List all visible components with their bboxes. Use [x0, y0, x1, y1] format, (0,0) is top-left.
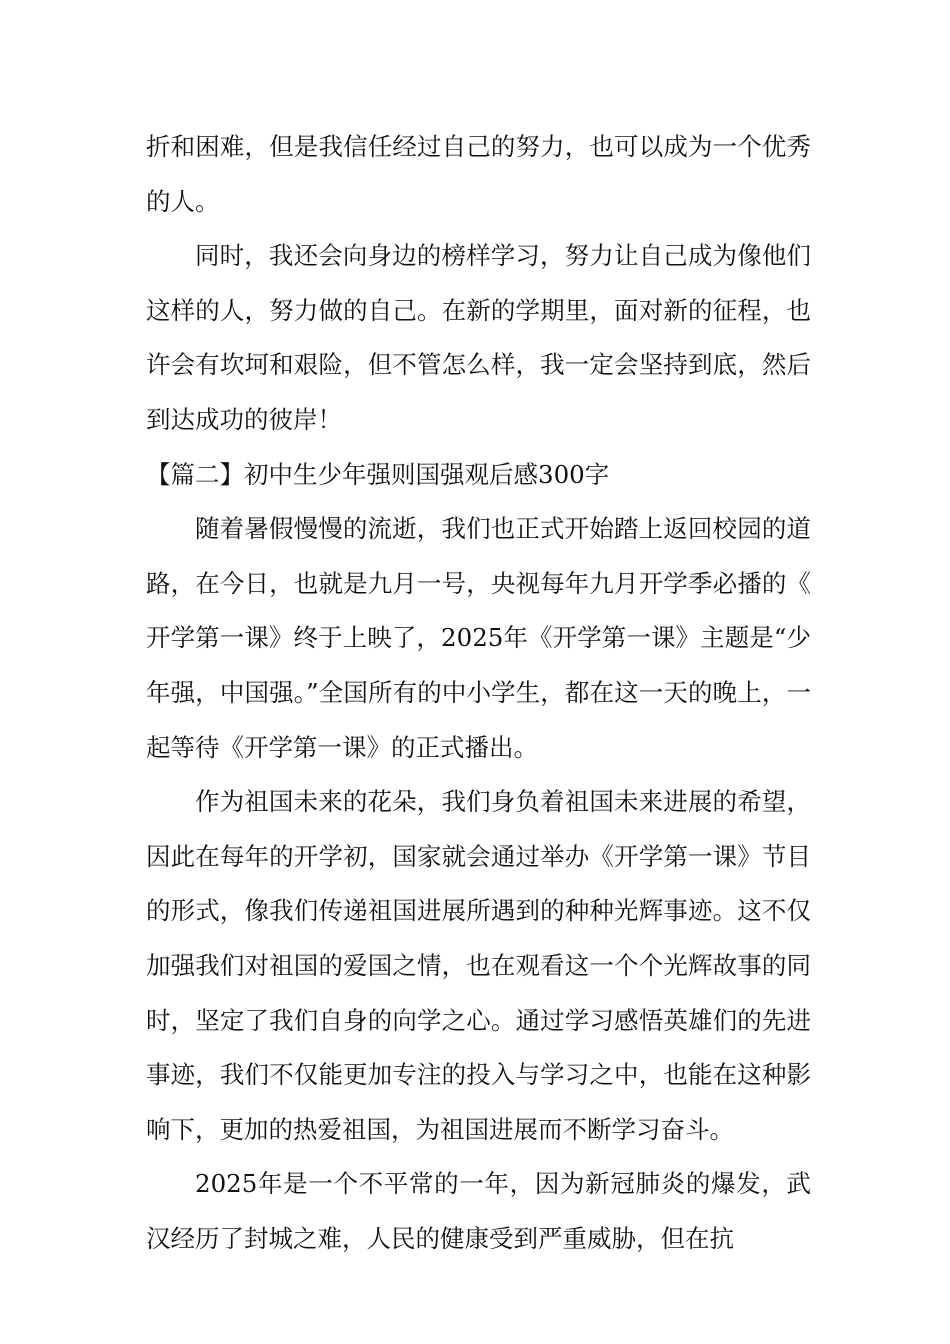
paragraph-continued: 折和困难，但是我信任经过自己的努力，也可以成为一个优秀的人。 — [146, 132, 811, 216]
document-page — [146, 120, 811, 1266]
paragraph-first-lesson: 随着暑假慢慢的流逝，我们也正式开始踏上返回校园的道路，在今日，也就是九月一号，央视每年九月开学季必播的《开学第一课》终于上映了，2025年《开学第一课》主题是“少年强，中国强。”全国所有的中小学生，都在这一天的晚上，一起等待《开学第一课》的正式播出。 — [146, 514, 811, 762]
paragraph-future-hope: 作为祖国未来的花朵，我们身负着祖国未来进展的希望，因此在每年的开学初，国家就会通过举办《开学第一课》节目的形式，像我们传递祖国进展所遇到的种种光辉事迹。这不仅加强我们对祖国的爱国之情，也在观看这一个个光辉故事的同时，坚定了我们自身的向学之心。通过学习感悟英雄们的先进事迹，我们不仅能更加专注的投入与学习之中，也能在这种影响下，更加的热爱祖国，为祖国进展而不断学习奋斗。 — [146, 787, 811, 1144]
section-heading: 【篇二】初中生少年强则国强观后感300字 — [146, 459, 610, 489]
paragraph-year-2025: 2025年是一个不平常的一年，因为新冠肺炎的爆发，武汉经历了封城之难，人民的健康受到严重威胁，但在抗 — [146, 1169, 811, 1253]
paragraph-role-models: 同时，我还会向身边的榜样学习，努力让自己成为像他们这样的人，努力做的自己。在新的学期里，面对新的征程，也许会有坎坷和艰险，但不管怎么样，我一定会坚持到底，然后到达成功的彼岸！ — [146, 241, 811, 434]
